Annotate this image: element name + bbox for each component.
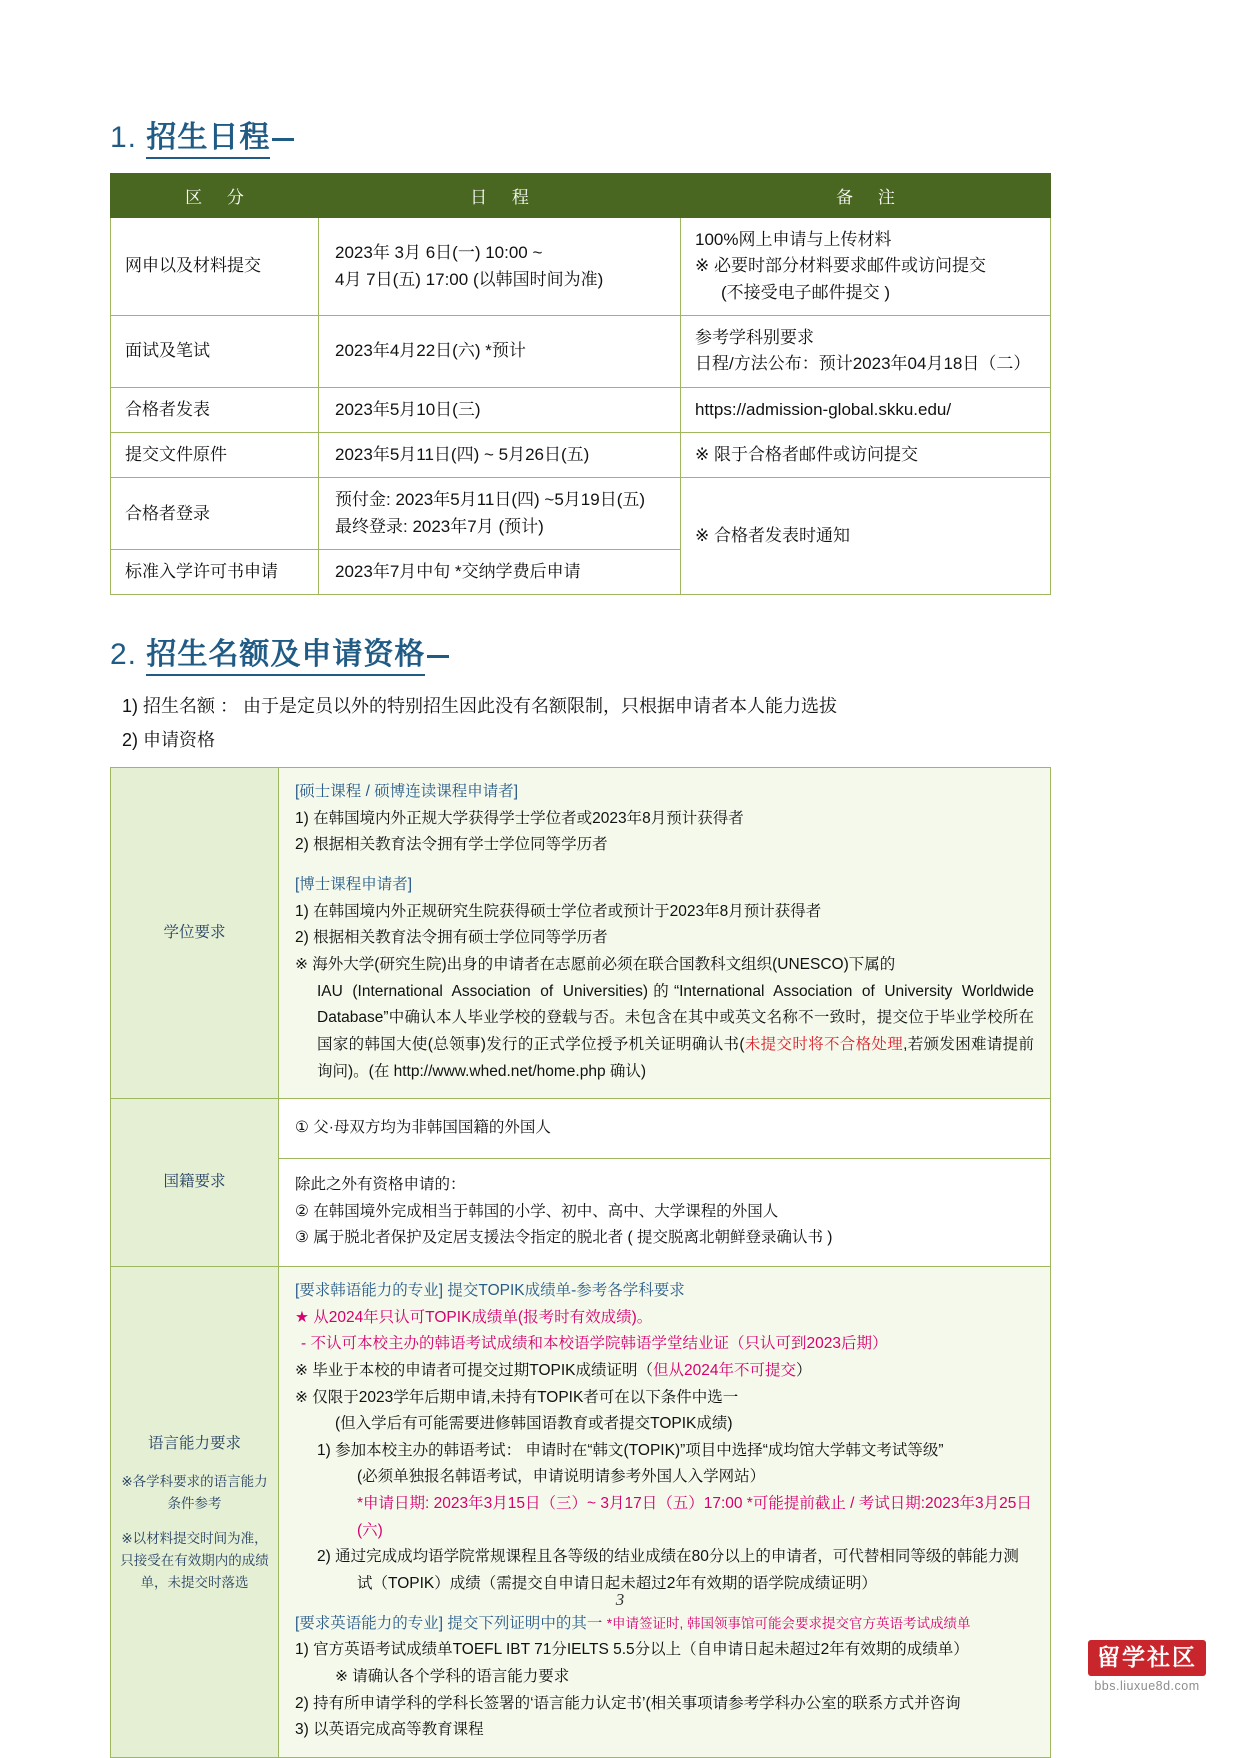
row-category: 网申以及材料提交 <box>111 218 319 316</box>
row-category: 标准入学许可书申请 <box>111 550 319 595</box>
row-category: 提交文件原件 <box>111 433 319 478</box>
master-item: 1) 在韩国境内外正规大学获得学士学位者或2023年8月预计获得者 <box>295 809 744 827</box>
section-1-number: 1. <box>110 121 138 154</box>
korean-note-2-sub: (但入学后有可能需要进修韩国语教育或者提交TOPIK成绩) <box>335 1415 733 1433</box>
row-note: ※ 限于合格者邮件或访问提交 <box>681 433 1051 478</box>
english-item-2: 2) 持有所申请学科的学科长签署的‘语言能力认定书’(相关事项请参考学科办公室的联系方式并咨询 <box>295 1694 961 1712</box>
korean-note-1-b: ） <box>796 1361 812 1379</box>
col-header-category: 区 分 <box>111 174 319 218</box>
unesco-note-lead: ※ 海外大学(研究生院)出身的申请者在志愿前必须在联合国教科文组织(UNESCO)下属的 <box>295 955 896 973</box>
nationality-item-3: ③ 属于脱北者保护及定居支援法令指定的脱北者 ( 提交脱离北朝鲜登录确认书 ) <box>295 1229 833 1247</box>
unesco-note-body <box>295 979 1034 1086</box>
list-item: 2) 申请资格 <box>122 729 216 750</box>
korean-note-2: ※ 仅限于2023学年后期申请,未持有TOPIK者可在以下条件中选一 <box>295 1388 739 1406</box>
heading-underline-tail <box>272 138 294 141</box>
korean-note-1-red: 但从2024年不可提交 <box>653 1361 797 1379</box>
table-header-row <box>111 174 1051 218</box>
language-label-sub-1: ※各学科要求的语言能力条件参考 <box>121 1474 268 1511</box>
nationality-lead: 除此之外有资格申请的： <box>295 1175 466 1193</box>
row-label-nationality: 国籍要求 <box>111 1099 279 1267</box>
col-header-note: 备 注 <box>681 174 1051 218</box>
row-category: 面试及笔试 <box>111 316 319 388</box>
row-body-nationality-1 <box>279 1099 1051 1159</box>
section-1-title: 招生日程 <box>146 112 270 159</box>
language-label-sub-2: ※以材料提交时间为准，只接受在有效期内的成绩单，未提交时落选 <box>120 1531 269 1590</box>
korean-option-1-dates: *申请日期: 2023年3月15日（三）~ 3月17日（五）17:00 *可能提前截止 / 考试日期:2023年3月25日(六) <box>357 1495 1032 1539</box>
english-item-1-sub: ※ 请确认各个学科的语言能力要求 <box>335 1668 570 1686</box>
korean-option-2-cont: 试（TOPIK）成绩（需提交自申请日起未超过2年有效期的语学院成绩证明） <box>357 1575 877 1593</box>
nationality-item-1: ① 父·母双方均为非韩国国籍的外国人 <box>295 1119 551 1137</box>
table-row <box>111 478 1051 550</box>
row-note: 100%网上申请与上传材料 ※ 必要时部分材料要求邮件或访问提交 (不接受电子邮件提交 ) <box>681 218 1051 316</box>
language-label-main: 语言能力要求 <box>147 1434 241 1452</box>
spacer <box>295 859 1034 872</box>
master-heading: [硕士课程 / 硕博连读课程申请者] <box>295 783 519 801</box>
english-item-1: 1) 官方英语考试成绩单TOEFL IBT 71分IELTS 5.5分以上（自申请日起未超过2年有效期的成绩单） <box>295 1641 969 1659</box>
row-schedule: 2023年5月10日(三) <box>319 387 681 432</box>
korean-option-1-sub: (必须单独报名韩语考试，申请说明请参考外国人入学网站） <box>357 1468 766 1486</box>
section-2-number: 2. <box>110 638 138 672</box>
table-row-language <box>111 1266 1051 1757</box>
korean-note-1-a: ※ 毕业于本校的申请者可提交过期TOPIK成绩证明（ <box>295 1361 654 1379</box>
korean-note-1 <box>295 1358 1034 1385</box>
english-heading-note: *申请签证时, 韩国领事馆可能会要求提交官方英语考试成绩单 <box>606 1615 971 1631</box>
nationality-item-2: ② 在韩国境外完成相当于韩国的小学、初中、高中、大学课程的外国人 <box>295 1202 779 1220</box>
row-category: 合格者登录 <box>111 478 319 550</box>
watermark-logo: 留学社区 <box>1088 1640 1206 1676</box>
table-row <box>111 433 1051 478</box>
list-item: 1) 招生名额 ： 由于是定员以外的特别招生因此没有名额限制，只根据申请者本人能力选拔 <box>122 696 838 717</box>
row-body-nationality-2 <box>279 1158 1051 1266</box>
phd-item: 2) 根据相关教育法令拥有硕士学位同等学历者 <box>295 929 608 947</box>
section-2-heading <box>110 629 1130 676</box>
watermark <box>1088 1640 1206 1693</box>
dash-line: - 不认可本校主办的韩语考试成绩和本校语学院韩语学堂结业证（只认可到2023后期） <box>301 1335 888 1353</box>
section-2-title: 招生名额及申请资格 <box>146 629 425 676</box>
section-1-heading <box>110 112 1130 159</box>
english-heading <box>295 1611 1034 1638</box>
row-schedule: 2023年7月中旬 *交纳学费后申请 <box>319 550 681 595</box>
row-label-degree: 学位要求 <box>111 768 279 1099</box>
row-category: 合格者发表 <box>111 387 319 432</box>
row-note-url[interactable]: https://admission-global.skku.edu/ <box>681 387 1051 432</box>
table-row <box>111 218 1051 316</box>
row-schedule: 2023年 3月 6日(一) 10:00 ~ 4月 7日(五) 17:00 (以韩国时间为准) <box>319 218 681 316</box>
row-schedule: 2023年4月22日(六) *预计 <box>319 316 681 388</box>
table-row <box>111 316 1051 388</box>
row-note: ※ 合格者发表时通知 <box>681 478 1051 595</box>
row-schedule: 预付金: 2023年5月11日(四) ~5月19日(五) 最终登录: 2023年7月 (预计) <box>319 478 681 550</box>
row-body-language <box>279 1266 1051 1757</box>
unesco-note-text-b: ,若颁发困难请提前询问)。(在 http://www.whed.net/home.php 确认) <box>317 1035 1034 1080</box>
page-number: 3 <box>615 1590 625 1609</box>
master-item: 2) 根据相关教育法令拥有学士学位同等学历者 <box>295 836 608 854</box>
phd-item: 1) 在韩国境内外正规研究生院获得硕士学位者或预计于2023年8月预计获得者 <box>295 902 822 920</box>
unesco-note-text-red: 未提交时将不合格处理 <box>744 1035 904 1053</box>
heading-underline-tail <box>427 655 449 658</box>
korean-heading: [要求韩语能力的专业] 提交TOPIK成绩单-参考各学科要求 <box>295 1281 685 1299</box>
table-row-nationality-1 <box>111 1099 1051 1159</box>
table-row-degree <box>111 768 1051 1099</box>
section-2-list <box>122 690 1130 757</box>
row-label-language <box>111 1266 279 1757</box>
col-header-schedule: 日 程 <box>319 174 681 218</box>
korean-option-2: 2) 通过完成成均语学院常规课程且各等级的结业成绩在80分以上的申请者，可代替相同等级的韩能力测 <box>317 1548 1019 1566</box>
star-line: ★ 从2024年只认可TOPIK成绩单(报考时有效成绩)。 <box>295 1308 653 1326</box>
row-note: 参考学科别要求 日程/方法公布：预计2023年04月18日（二） <box>681 316 1051 388</box>
english-item-3: 3) 以英语完成高等教育课程 <box>295 1721 484 1739</box>
korean-option-1: 1) 参加本校主办的韩语考试： 申请时在“韩文(TOPIK)”项目中选择“成均馆大学韩文考试等级” <box>317 1441 944 1459</box>
admission-schedule-table <box>110 173 1051 595</box>
table-row <box>111 387 1051 432</box>
phd-heading: [博士课程申请者] <box>295 876 413 893</box>
unesco-note-text-a: IAU (International Association of Universities)的“International Association of University Worldwide Database”中确认本人毕业学校的登载与否。未包含在其中或英文名称不一致时，提交位于毕业学校所在国家的韩国大使(总领事)发行的正式学位授予机关证明确认书( <box>317 982 1034 1053</box>
row-body-degree <box>279 768 1051 1099</box>
watermark-url: bbs.liuxue8d.com <box>1094 1679 1200 1693</box>
english-heading-main: [要求英语能力的专业] 提交下列证明中的其一 <box>295 1614 607 1632</box>
row-schedule: 2023年5月11日(四) ~ 5月26日(五) <box>319 433 681 478</box>
